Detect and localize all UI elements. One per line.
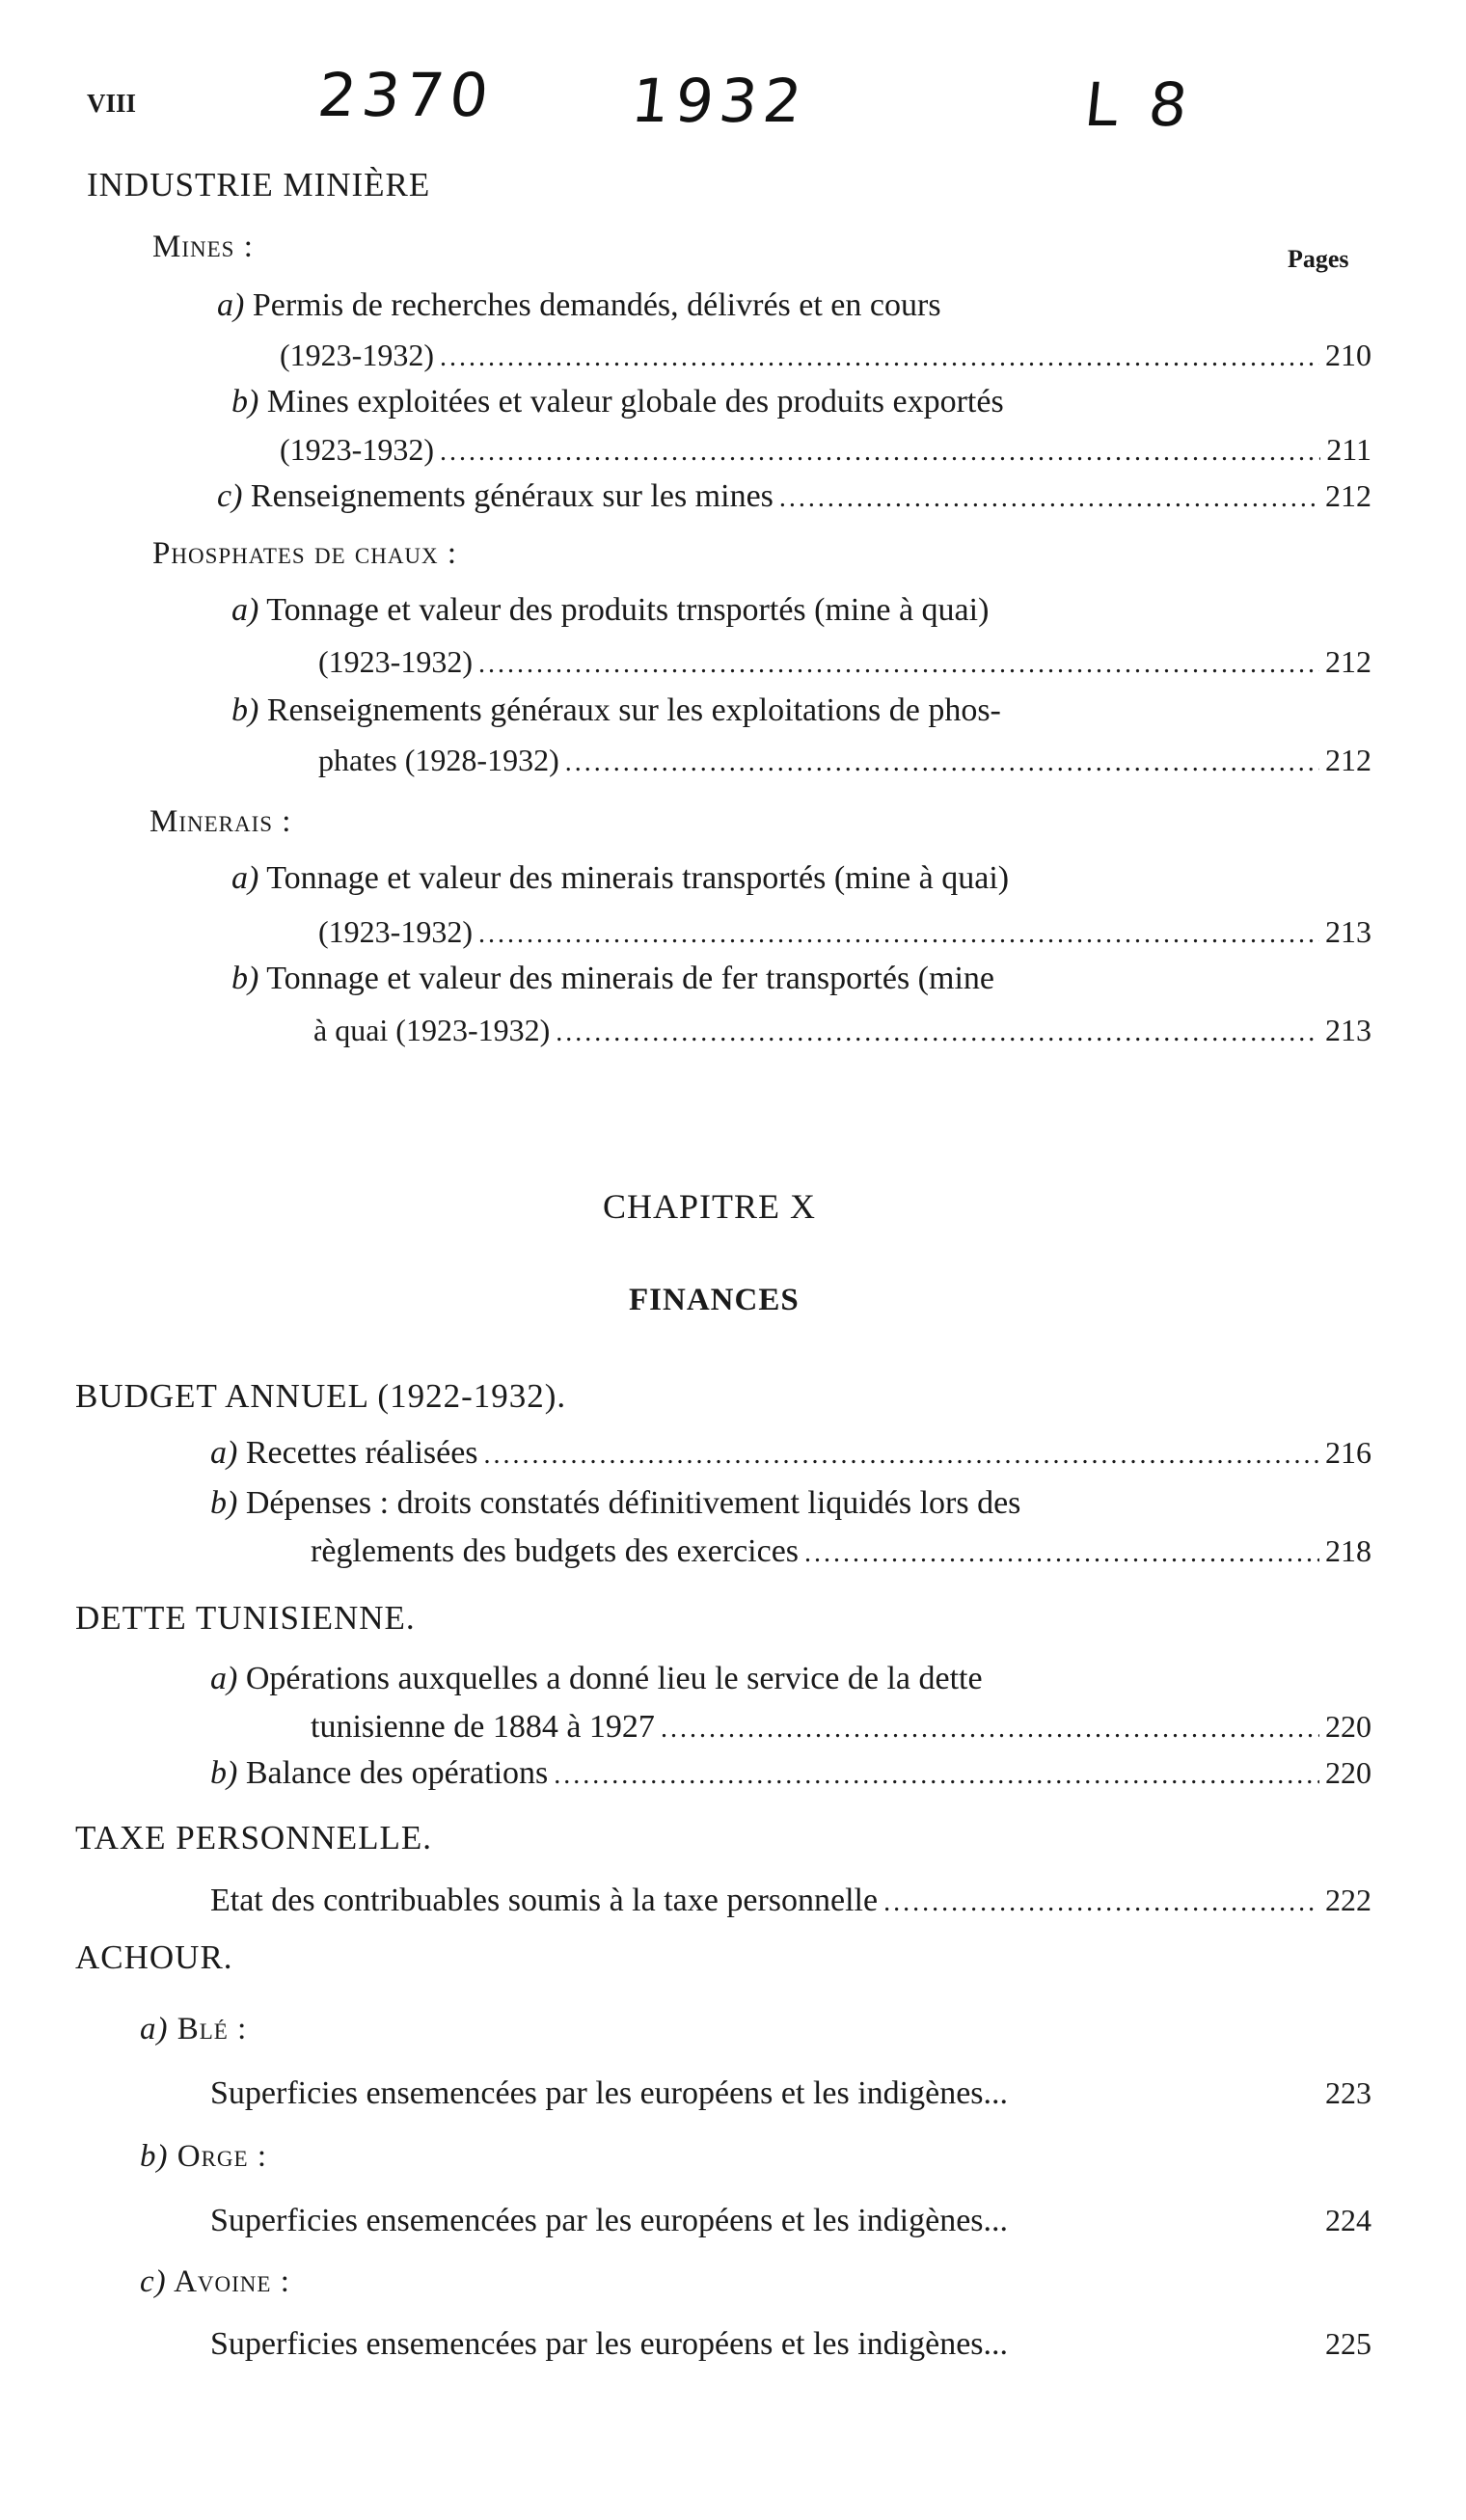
dette-a-line	[311, 1709, 1371, 1746]
phosphates-a-text: a) Tonnage et valeur des produits trnsportés (mine à quai)	[231, 592, 990, 628]
taxe-line	[210, 1883, 1371, 1919]
minerais-b-line	[313, 1013, 1371, 1048]
achour-ble-page: 223	[1325, 2075, 1371, 2110]
budget-b-page: 218	[1325, 1533, 1371, 1568]
mines-a-cont: (1923-1932)	[280, 338, 434, 372]
achour-avoine-text: Superficies ensemencées par les européens et les indigènes...	[210, 2326, 1009, 2362]
mines-b-line	[280, 432, 1371, 468]
dette-a-cont: tunisienne de 1884 à 1927	[311, 1709, 655, 1745]
dette-b-text: Balance des opérations	[245, 1755, 549, 1791]
budget-b-cont: règlements des budgets des exercices	[311, 1533, 800, 1569]
dette-a-page: 220	[1325, 1709, 1371, 1744]
achour-avoine-label: c) Avoine :	[140, 2264, 290, 2299]
handwritten-number-3: L 8	[1081, 69, 1197, 140]
mines-c-text: Renseignements généraux sur les mines	[250, 478, 774, 514]
section-title-industrie: INDUSTRIE MINIÈRE	[87, 166, 431, 203]
section-title-achour: ACHOUR.	[75, 1938, 233, 1976]
mines-a-line	[280, 338, 1371, 373]
budget-b-text: b) Dépenses : droits constatés définitivement liquidés lors des	[210, 1485, 1021, 1521]
handwritten-number-1: 2370	[314, 60, 498, 130]
chapter-title: FINANCES	[629, 1283, 800, 1317]
taxe-text: Etat des contribuables soumis à la taxe personnelle	[210, 1883, 879, 1918]
budget-a-text: Recettes réalisées	[245, 1435, 478, 1471]
mines-b-cont: (1923-1932)	[280, 432, 434, 467]
achour-avoine-line	[210, 2326, 1371, 2363]
mines-b-page: 211	[1326, 432, 1371, 467]
subsection-mines: Mines :	[152, 230, 254, 264]
mines-c-page: 212	[1325, 478, 1371, 513]
phosphates-a-cont: (1923-1932)	[318, 644, 473, 679]
mines-a-text: a) Permis de recherches demandés, délivrés et en cours	[217, 287, 941, 323]
achour-ble-label: a) Blé :	[140, 2012, 248, 2046]
phosphates-b-text: b) Renseignements généraux sur les exploitations de phos-	[231, 692, 1001, 728]
dette-a-text: a) Opérations auxquelles a donné lieu le service de la dette	[210, 1661, 983, 1696]
dette-b-line: b) Balance des opérations ..... 220	[210, 1755, 1371, 1792]
dette-b-page: 220	[1325, 1755, 1371, 1790]
mines-b-text: b) Mines exploitées et valeur globale des produits exportés	[231, 384, 1004, 420]
subsection-phosphates: Phosphates de chaux :	[152, 536, 458, 571]
mines-a-page: 210	[1325, 338, 1371, 372]
achour-ble-line	[210, 2075, 1371, 2112]
minerais-b-page: 213	[1325, 1013, 1371, 1047]
achour-ble-text: Superficies ensemencées par les européens et les indigènes...	[210, 2075, 1009, 2111]
minerais-a-cont: (1923-1932)	[318, 914, 473, 949]
achour-avoine-page: 225	[1325, 2326, 1371, 2361]
phosphates-b-line	[318, 743, 1371, 778]
pages-column-header: Pages	[1288, 245, 1349, 273]
minerais-b-text: b) Tonnage et valeur des minerais de fer transportés (mine	[231, 961, 994, 996]
minerais-a-text: a) Tonnage et valeur des minerais transportés (mine à quai)	[231, 860, 1010, 896]
phosphates-a-line	[318, 644, 1371, 680]
achour-orge-line	[210, 2203, 1371, 2239]
phosphates-a-page: 212	[1325, 644, 1371, 679]
chapter-number: CHAPITRE X	[603, 1187, 817, 1226]
section-title-dette: DETTE TUNISIENNE.	[75, 1599, 416, 1637]
section-title-taxe: TAXE PERSONNELLE.	[75, 1819, 433, 1856]
subsection-minerais: Minerais :	[149, 804, 292, 839]
achour-orge-page: 224	[1325, 2203, 1371, 2237]
achour-orge-label: b) Orge :	[140, 2139, 267, 2174]
minerais-b-cont: à quai (1923-1932)	[313, 1013, 551, 1047]
taxe-page: 222	[1325, 1883, 1371, 1917]
minerais-a-line	[318, 914, 1371, 950]
mines-c-line: c) Renseignements généraux sur les mines ..... 212	[217, 478, 1371, 515]
phosphates-b-page: 212	[1325, 743, 1371, 777]
handwritten-number-2: 1932	[628, 66, 811, 136]
budget-a-page: 216	[1325, 1435, 1371, 1470]
section-title-budget: BUDGET ANNUEL (1922-1932).	[75, 1377, 567, 1415]
achour-orge-text: Superficies ensemencées par les européens et les indigènes...	[210, 2203, 1009, 2238]
budget-a-line: a) Recettes réalisées ..... 216	[210, 1435, 1371, 1472]
budget-b-line	[311, 1533, 1371, 1570]
page-number-roman: VIII	[87, 89, 137, 118]
minerais-a-page: 213	[1325, 914, 1371, 949]
phosphates-b-cont: phates (1928-1932)	[318, 743, 559, 777]
